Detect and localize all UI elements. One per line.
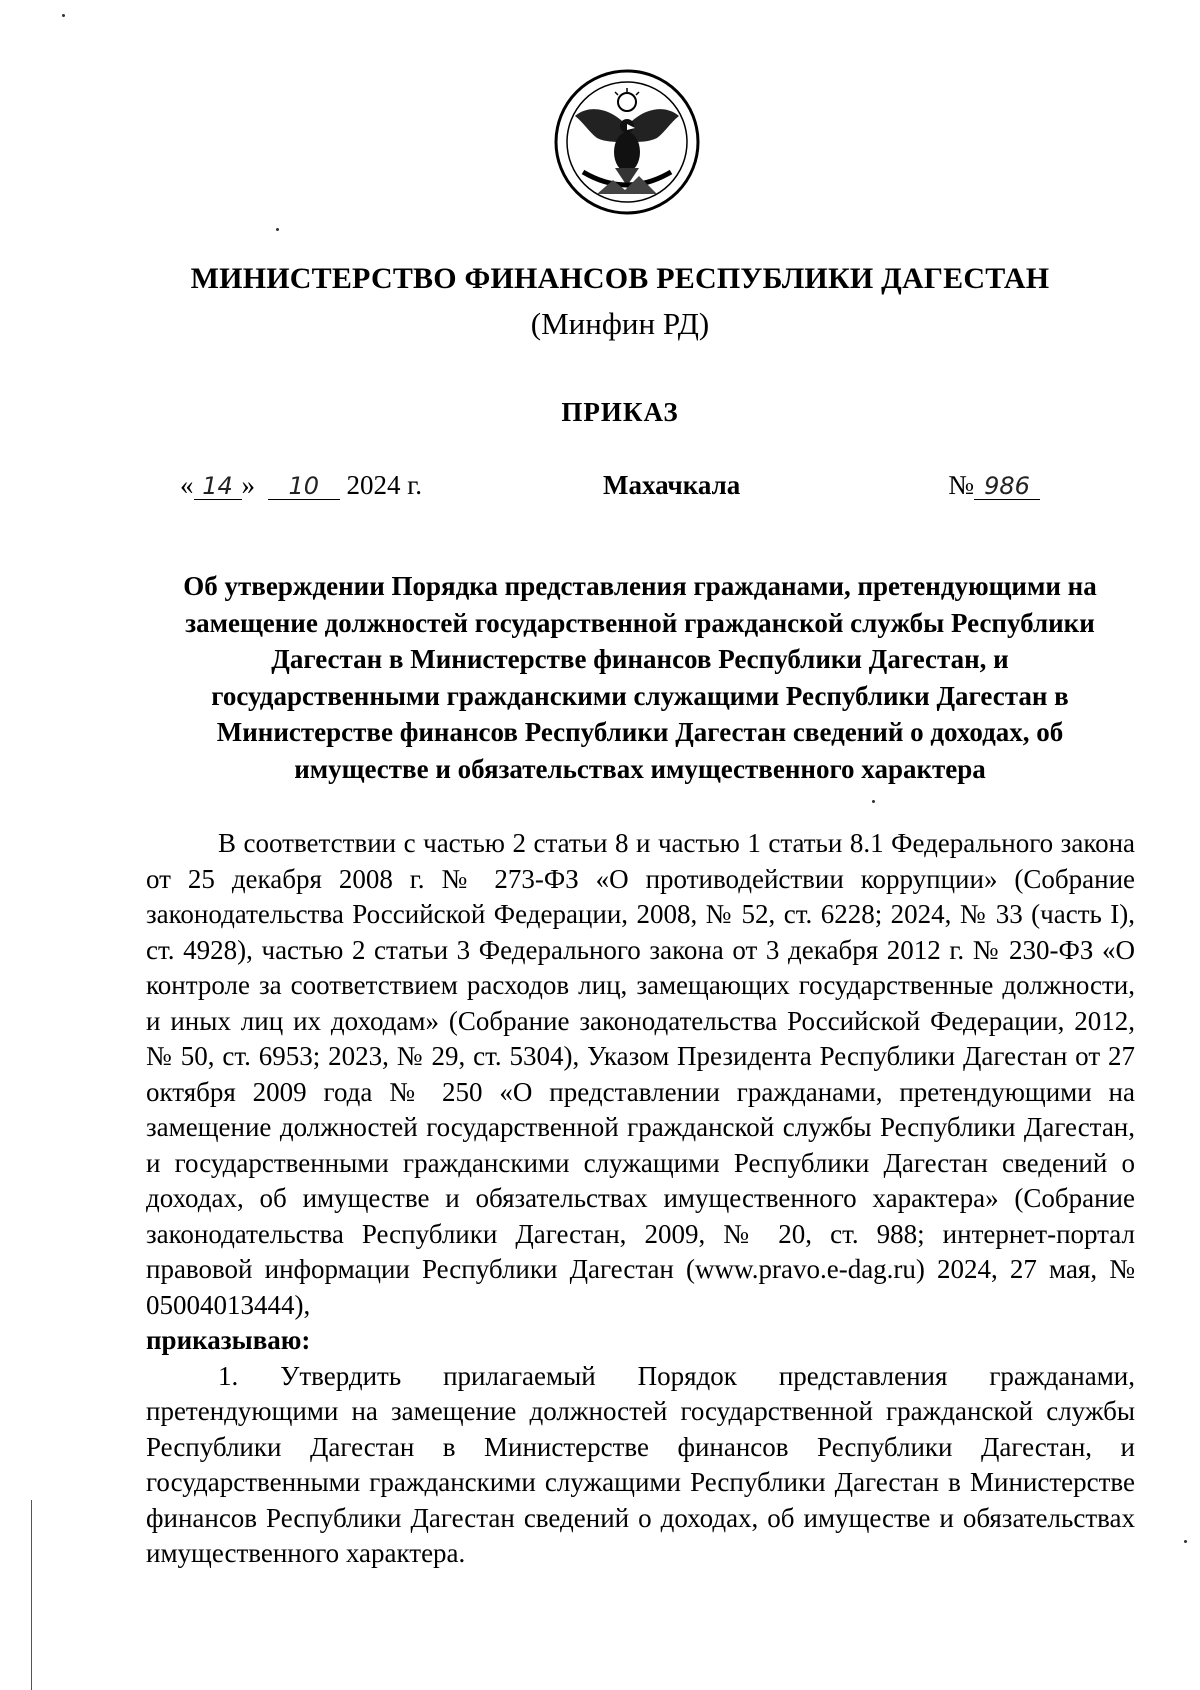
item-text: Утвердить прилагаемый Порядок представления гражданами, претендующими на замещение должностей государственной гражданской службы Республики Дагестан в Министерстве финансов Республики Дагестан, и государственными гражданскими служащими Республики Дагестан в Министерстве финансов Республики Дагестан сведений о доходах, об имуществе и обязательствах имущественного характера. bbox=[146, 1360, 1136, 1568]
coat-of-arms-icon bbox=[553, 68, 701, 216]
date-day: 14 bbox=[194, 473, 242, 500]
organization-title: МИНИСТЕРСТВО ФИНАНСОВ РЕСПУБЛИКИ ДАГЕСТАН bbox=[190, 262, 1050, 295]
date-close-quote: » bbox=[241, 470, 255, 500]
date-open-quote: « bbox=[180, 470, 194, 500]
date-month: 10 bbox=[268, 473, 340, 500]
organization-short-name: (Минфин РД) bbox=[530, 306, 710, 341]
scan-speck bbox=[276, 228, 279, 231]
number-value: 986 bbox=[974, 473, 1040, 500]
scan-speck bbox=[62, 14, 65, 17]
preamble-paragraph: В соответствии с частью 2 статьи 8 и частью 1 статьи 8.1 Федерального закона от 25 декабря 2008 г. № 273-ФЗ «О противодействии коррупции» (Собрание законодательства Российской Федерации, 2008, № 52, ст. 6228; 2024, № 33 (часть I), ст. 4928), частью 2 статьи 3 Федерального закона от 3 декабря 2012 г. № 230-ФЗ «О контроле за соответствием расходов лиц, замещающих государственные должности, и иных лиц их доходам» (Собрание законодательства Российской Федерации, 2012, № 50, ст. 6953; 2023, № 29, ст. 5304), Указом Президента Республики Дагестан от 27 октября 2009 года № 250 «О представлении гражданами, претендующими на замещение должностей государственной гражданской службы Республики Дагестан, и государственными гражданскими служащими Республики Дагестан сведений о доходах, об имуществе и обязательствах имущественного характера» (Собрание законодательства Республики Дагестан, 2009, № 20, ст. 988; интернет-портал правовой информации Республики Дагестан (www.pravo.e-dag.ru) 2024, 27 мая, № 05004013444), bbox=[146, 828, 1135, 1320]
document-subject: Об утверждении Порядка представления гражданами, претендующими на замещение должностей государственной гражданской службы Республики Дагестан в Министерстве финансов Республики Дагестан, и государственными гражданскими служащими Республики Дагестан в Министерстве финансов Республики Дагестан сведений о доходах, об имуществе и обязательствах имущественного характера bbox=[183, 571, 1097, 784]
document-date bbox=[180, 470, 422, 501]
item-number: 1. bbox=[218, 1360, 239, 1391]
decree-word: приказываю: bbox=[146, 1325, 311, 1355]
date-place-number-row bbox=[180, 470, 1040, 510]
number-label: № bbox=[948, 470, 974, 500]
date-year: 2024 г. bbox=[346, 470, 423, 500]
scan-speck bbox=[872, 800, 875, 803]
document-number bbox=[948, 470, 1040, 501]
document-body bbox=[146, 826, 1135, 1572]
scan-edge-line bbox=[31, 1500, 32, 1690]
scan-speck bbox=[1184, 1540, 1187, 1543]
list-item bbox=[146, 1359, 1135, 1572]
document-city: Махачкала bbox=[603, 470, 741, 500]
document-kind: ПРИКАЗ bbox=[561, 397, 679, 427]
